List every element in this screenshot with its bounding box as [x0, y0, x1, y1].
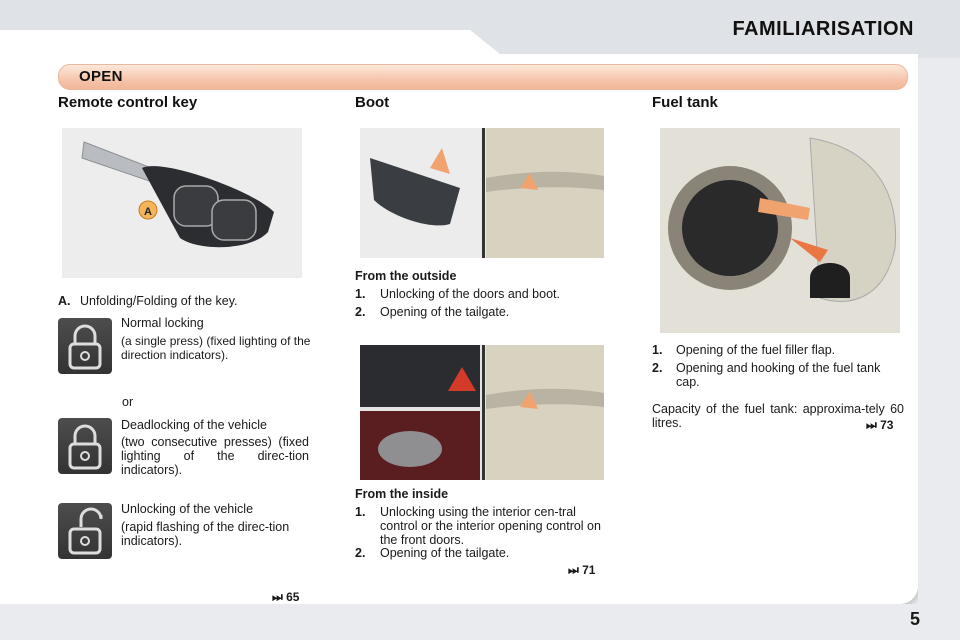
normal-locking-title: Normal locking — [121, 316, 204, 330]
lock-closed-icon — [58, 318, 112, 374]
item-text: Unlocking using the interior cen-tral control or the interior opening control on the front doors. — [380, 505, 601, 547]
page-number: 5 — [909, 609, 920, 629]
item-number: 1. — [355, 287, 366, 301]
item-text: Opening of the tailgate. — [380, 546, 510, 560]
remote-caption — [58, 294, 308, 308]
unlocking-title: Unlocking of the vehicle — [121, 502, 254, 516]
remote-key-illustration — [62, 128, 302, 278]
inside-item-1 — [355, 505, 605, 547]
caption-text: Unfolding/Folding of the key. — [79, 294, 238, 308]
lock-open-icon — [58, 503, 112, 559]
section-title: OPEN — [79, 68, 123, 85]
padlock-deadlock-graphic — [58, 418, 112, 474]
fuel-capacity: Capacity of the fuel tank: approxima-tely 60 litres. — [652, 402, 904, 430]
remote-title: Remote control key — [58, 94, 198, 111]
item-number: 2. — [355, 305, 366, 319]
deadlocking-title: Deadlocking of the vehicle — [121, 418, 267, 432]
item-text: Opening and hooking of the fuel tank cap. — [676, 361, 881, 389]
unlocking-desc: (rapid flashing of the direc-tion indicators). — [121, 520, 290, 548]
item-number: 1. — [355, 505, 366, 519]
item-number: 2. — [652, 361, 663, 375]
remote-key-image — [62, 128, 302, 278]
deadlocking-desc: (two consecutive presses) (fixed lighting of the direc-tion indicators). — [121, 435, 309, 477]
item-number: 1. — [652, 343, 663, 357]
remote-image-label: A — [144, 206, 152, 218]
fuel-page-ref[interactable]: ⏭ 73 — [866, 418, 894, 432]
boot-inside-illustration — [360, 345, 604, 480]
outside-item-2 — [355, 305, 605, 319]
item-text: Opening of the fuel filler flap. — [676, 343, 836, 357]
item-text: Opening of the tailgate. — [380, 305, 510, 319]
inside-item-2 — [355, 546, 605, 560]
boot-outside-image — [360, 128, 604, 258]
fuel-tank-illustration — [660, 128, 900, 333]
fuel-item-1 — [652, 343, 907, 357]
item-number: 2. — [355, 546, 366, 560]
fuel-title: Fuel tank — [652, 94, 718, 111]
padlock-closed-graphic — [58, 318, 112, 374]
from-outside-title: From the outside — [355, 269, 457, 283]
item-text: Unlocking of the doors and boot. — [380, 287, 560, 301]
boot-title: Boot — [355, 94, 390, 111]
fuel-item-2 — [652, 361, 907, 391]
outside-item-1 — [355, 287, 605, 301]
caption-letter: A. — [58, 294, 71, 308]
padlock-open-graphic — [58, 503, 112, 559]
normal-locking-desc: (a single press) (fixed lighting of the direction indicators). — [121, 334, 311, 362]
section-bar — [58, 64, 908, 90]
or-text: or — [122, 395, 134, 409]
boot-page-ref[interactable]: ⏭ 71 — [568, 563, 596, 577]
remote-page-ref[interactable]: ⏭ 65 — [272, 590, 300, 604]
page-header-title: FAMILIARISATION — [732, 18, 914, 40]
fuel-tank-image — [660, 128, 900, 333]
from-inside-title: From the inside — [355, 487, 449, 501]
lock-deadlock-icon — [58, 418, 112, 474]
boot-outside-illustration — [360, 128, 604, 258]
boot-inside-image — [360, 345, 604, 480]
